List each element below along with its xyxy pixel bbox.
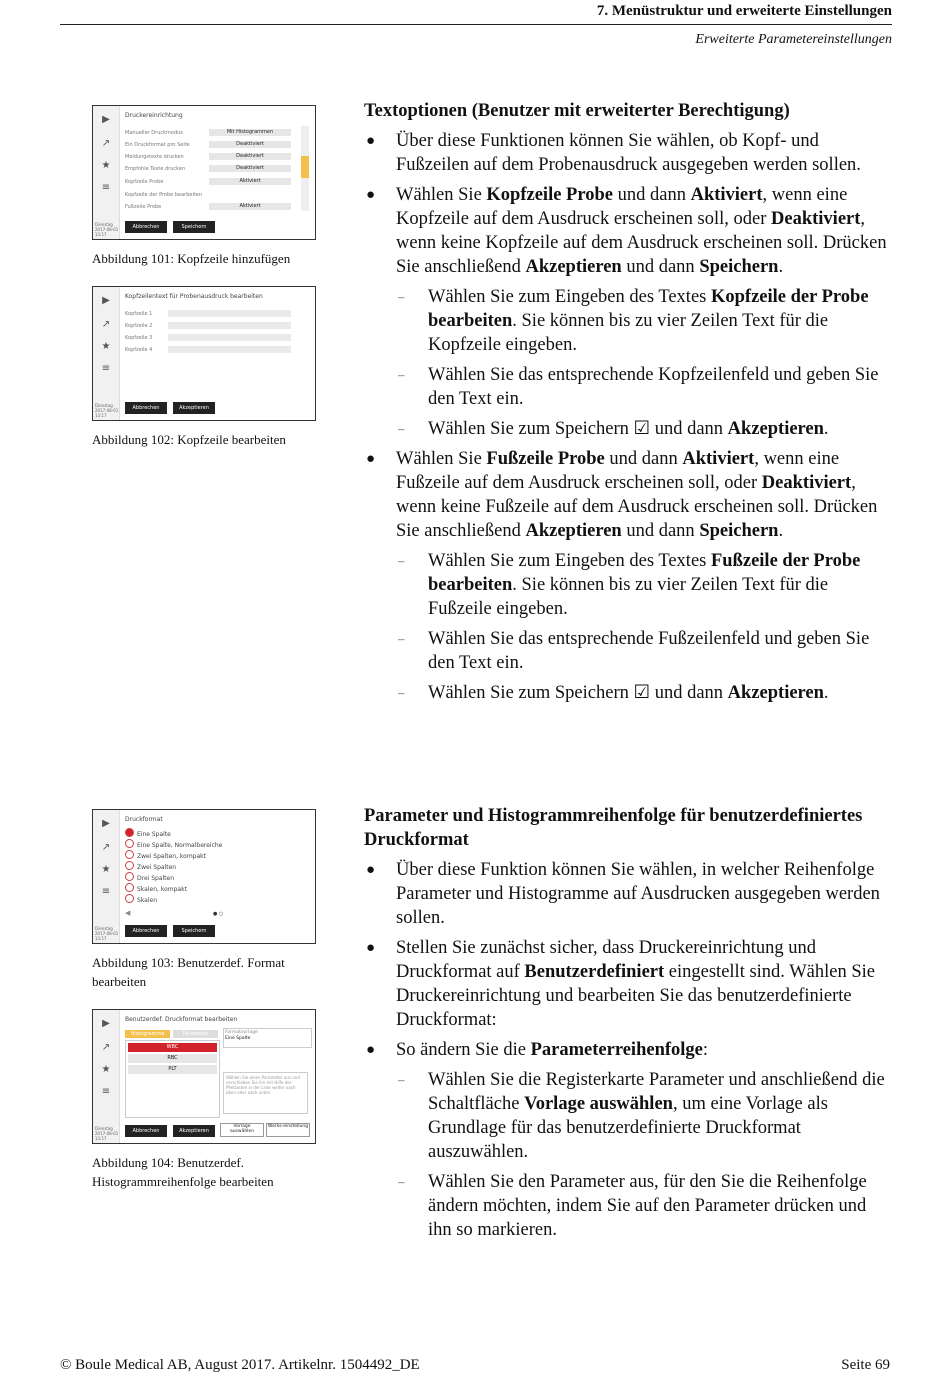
section-heading: Parameter und Histogrammreihenfolge für benutzerdefiniertes Druckformat: [364, 806, 863, 850]
radio-selected-icon: [125, 828, 134, 837]
setting-label: Kopfzeile der Probe bearbeiten: [125, 192, 203, 198]
dash-item: – Wählen Sie den Parameter aus, für den Sie die Reihenfolge ändern möchten, indem Sie auf den Parameter drücken und ihn so markieren.: [398, 1172, 867, 1240]
page-dots-icon: ● ○: [213, 911, 224, 917]
radio-icon: [125, 872, 134, 881]
dash-item: – Wählen Sie die Registerkarte Parameter und anschließend die Schaltfläche Vorlage auswählen, um eine Vorlage als Grundlage für das benutzerdefinierte Druckformat auszuwählen.: [398, 1070, 885, 1162]
screen-date: Dienstag 2017-08-01 13:17: [95, 926, 119, 941]
figure-caption: Abbildung 104: Benutzerdef. Histogrammreihenfolge bearbeiten: [92, 1155, 274, 1189]
figure-104-screenshot: [92, 1009, 316, 1144]
dash-item: – Wählen Sie das entsprechende Kopfzeilenfeld und geben Sie den Text ein.: [398, 365, 879, 409]
radio-icon: [125, 894, 134, 903]
setting-label: Meldungstexte drucken: [125, 154, 184, 160]
bullet-item: ● Wählen Sie Fußzeile Probe und dann Aktiviert, wenn eine Fußzeile auf dem Ausdruck erscheinen soll, oder Deaktiviert, wenn keine Fußzeile auf dem Ausdruck erscheinen soll. Drücken Sie anschließend Akzeptieren und dann Speichern.: [366, 449, 878, 541]
accept-button: Akzeptieren: [173, 1125, 215, 1137]
section-parameter-order: [364, 804, 894, 1242]
bullet-item: ● Stellen Sie zunächst sicher, dass Druckereinrichtung und Druckformat auf Benutzerdefiniert eingestellt sind. Wählen Sie Druckereinrichtung und bearbeiten Sie das benutzerdefinierte Druckformat:: [366, 938, 875, 1030]
cancel-button: Abbrechen: [125, 221, 167, 233]
setting-value: Aktiviert: [209, 203, 291, 210]
figure-103-screenshot: [92, 809, 316, 944]
header-line-field: [168, 346, 291, 353]
play-icon: ▶: [102, 114, 110, 125]
section-heading: Textoptionen (Benutzer mit erweiterter Berechtigung): [364, 101, 790, 121]
screen-date: Dienstag 2017-08-01 13:17: [95, 222, 119, 237]
cancel-button: Abbrechen: [125, 402, 167, 414]
menu-icon: ≡: [101, 1086, 111, 1097]
dash-item: – Wählen Sie das entsprechende Fußzeilenfeld und geben Sie den Text ein.: [398, 629, 870, 673]
setting-label: Fußzeile Probe: [125, 204, 162, 210]
factory-settings-button: Werks-einstellung: [266, 1123, 310, 1137]
list-item: WBC: [128, 1043, 217, 1052]
figure-101-screenshot: [92, 105, 316, 240]
menu-icon: ≡: [101, 363, 111, 374]
header-line-field: [168, 322, 291, 329]
star-icon: ★: [101, 1064, 111, 1075]
setting-value: Deaktiviert: [209, 141, 291, 148]
hint-text: Wählen Sie einen Parameter aus und verschieben Sie ihn mit Hilfe der Pfeiltasten in der Liste weiter nach oben oder nach unten: [226, 1075, 300, 1095]
scrollbar: [301, 126, 309, 211]
list-item: RBC: [128, 1054, 217, 1063]
bullet-item: ● Über diese Funktion können Sie wählen, in welcher Reihenfolge Parameter und Histogramme auf Ausdrucken ausgegeben werden sollen.: [366, 860, 880, 928]
radio-icon: [125, 861, 134, 870]
screen-sidebar: [93, 810, 120, 943]
header-line-field: [168, 310, 291, 317]
cancel-button: Abbrechen: [125, 925, 167, 937]
screen-title: Kopfzeilentext für Probenausdruck bearbeiten: [125, 293, 263, 300]
section-title: Erweiterte Parametereinstellungen: [695, 32, 892, 47]
template-value: Eine Spalte: [225, 1036, 251, 1041]
setting-label: Ein Druckformat pro Seite: [125, 142, 190, 148]
screen-title: Benutzerdef. Druckformat bearbeiten: [125, 1016, 238, 1023]
chapter-title: 7. Menüstruktur und erweiterte Einstellungen: [596, 3, 892, 19]
figure-caption: Abbildung 103: Benutzerdef. Format bearbeiten: [92, 955, 285, 989]
figure-102-screenshot: [92, 286, 316, 421]
format-option: Zwei Spalten, kompakt: [125, 850, 206, 860]
chart-icon: ↗: [101, 842, 111, 853]
star-icon: ★: [101, 864, 111, 875]
screen-title: Druckereinrichtung: [125, 112, 183, 119]
tab-histograms: Histogramme: [125, 1030, 170, 1038]
format-option: Drei Spalten: [125, 872, 174, 882]
screen-sidebar: [93, 106, 120, 239]
chart-icon: ↗: [101, 138, 111, 149]
dash-item: – Wählen Sie zum Eingeben des Textes Kopfzeile der Probe bearbeiten. Sie können bis zu vier Zeilen Text für die Kopfzeile eingeben.: [398, 287, 869, 355]
header-rule: [60, 24, 892, 25]
radio-icon: [125, 883, 134, 892]
save-button: Speichern: [173, 221, 215, 233]
template-label: Formatvorlage: [225, 1030, 258, 1035]
format-option: Skalen, kompakt: [125, 883, 187, 893]
setting-value: Aktiviert: [209, 178, 291, 185]
section-text-options: [364, 99, 894, 705]
bullet-item: ● Über diese Funktionen können Sie wählen, ob Kopf- und Fußzeilen auf dem Probenausdruck ausgegeben werden sollen.: [366, 131, 861, 175]
arrow-left-icon: ◀: [125, 909, 131, 917]
page-number: Seite 69: [841, 1357, 890, 1373]
list-item: PLT: [128, 1065, 217, 1074]
bullet-item: ● Wählen Sie Kopfzeile Probe und dann Aktiviert, wenn eine Kopfzeile auf dem Ausdruck erscheinen soll, oder Deaktiviert, wenn keine Kopfzeile auf dem Ausdruck erscheinen soll. Drücken Sie anschließend Akzeptieren und dann Speichern.: [366, 185, 887, 277]
figure-caption: Abbildung 101: Kopfzeile hinzufügen: [92, 251, 291, 266]
star-icon: ★: [101, 341, 111, 352]
play-icon: ▶: [102, 295, 110, 306]
header-line-label: Kopfzeile 2: [125, 323, 153, 329]
format-option: Eine Spalte, Normalbereiche: [125, 839, 222, 849]
select-template-button: Vorlage auswählen: [220, 1123, 264, 1137]
screen-title: Druckformat: [125, 816, 163, 823]
template-box: [223, 1028, 312, 1048]
screen-sidebar: [93, 287, 120, 420]
cancel-button: Abbrechen: [125, 1125, 167, 1137]
format-option: Zwei Spalten: [125, 861, 176, 871]
menu-icon: ≡: [101, 886, 111, 897]
setting-value: Deaktiviert: [209, 165, 291, 172]
setting-label: Kopfzeile Probe: [125, 179, 164, 185]
hint-box: [223, 1072, 308, 1114]
header-line-label: Kopfzeile 3: [125, 335, 153, 341]
dash-item: – Wählen Sie zum Eingeben des Textes Fußzeile der Probe bearbeiten. Sie können bis zu vier Zeilen Text für die Fußzeile eingeben.: [398, 551, 861, 619]
format-option: Skalen: [125, 894, 157, 904]
item-list: [125, 1040, 220, 1118]
dash-item: – Wählen Sie zum Speichern ☑ und dann Akzeptieren.: [398, 419, 829, 439]
accept-button: Akzeptieren: [173, 402, 215, 414]
screen-date: Dienstag 2017-08-01 13:17: [95, 1126, 119, 1141]
format-option: Eine Spalte: [125, 828, 171, 838]
radio-icon: [125, 839, 134, 848]
screen-sidebar: [93, 1010, 120, 1143]
screen-date: Dienstag 2017-08-01 13:17: [95, 403, 119, 418]
bullet-item: ● So ändern Sie die Parameterreihenfolge:: [366, 1040, 709, 1060]
setting-label: Empfohle Texte drucken: [125, 166, 186, 172]
figure-caption: Abbildung 102: Kopfzeile bearbeiten: [92, 432, 286, 447]
header-line-field: [168, 334, 291, 341]
menu-icon: ≡: [101, 182, 111, 193]
header-line-label: Kopfzeile 4: [125, 347, 153, 353]
setting-label: Manueller Druckmodus: [125, 130, 183, 136]
setting-value: Deaktiviert: [209, 153, 291, 160]
header-line-label: Kopfzeile 1: [125, 311, 153, 317]
chart-icon: ↗: [101, 1042, 111, 1053]
play-icon: ▶: [102, 818, 110, 829]
star-icon: ★: [101, 160, 111, 171]
radio-icon: [125, 850, 134, 859]
save-button: Speichern: [173, 925, 215, 937]
footer-copyright: © Boule Medical AB, August 2017. Artikelnr. 1504492_DE: [60, 1357, 420, 1373]
play-icon: ▶: [102, 1018, 110, 1029]
chart-icon: ↗: [101, 319, 111, 330]
tab-parameters: Parameter: [173, 1030, 218, 1038]
setting-value: Mit Histogrammen: [209, 129, 291, 136]
dash-item: – Wählen Sie zum Speichern ☑ und dann Akzeptieren.: [398, 683, 829, 703]
